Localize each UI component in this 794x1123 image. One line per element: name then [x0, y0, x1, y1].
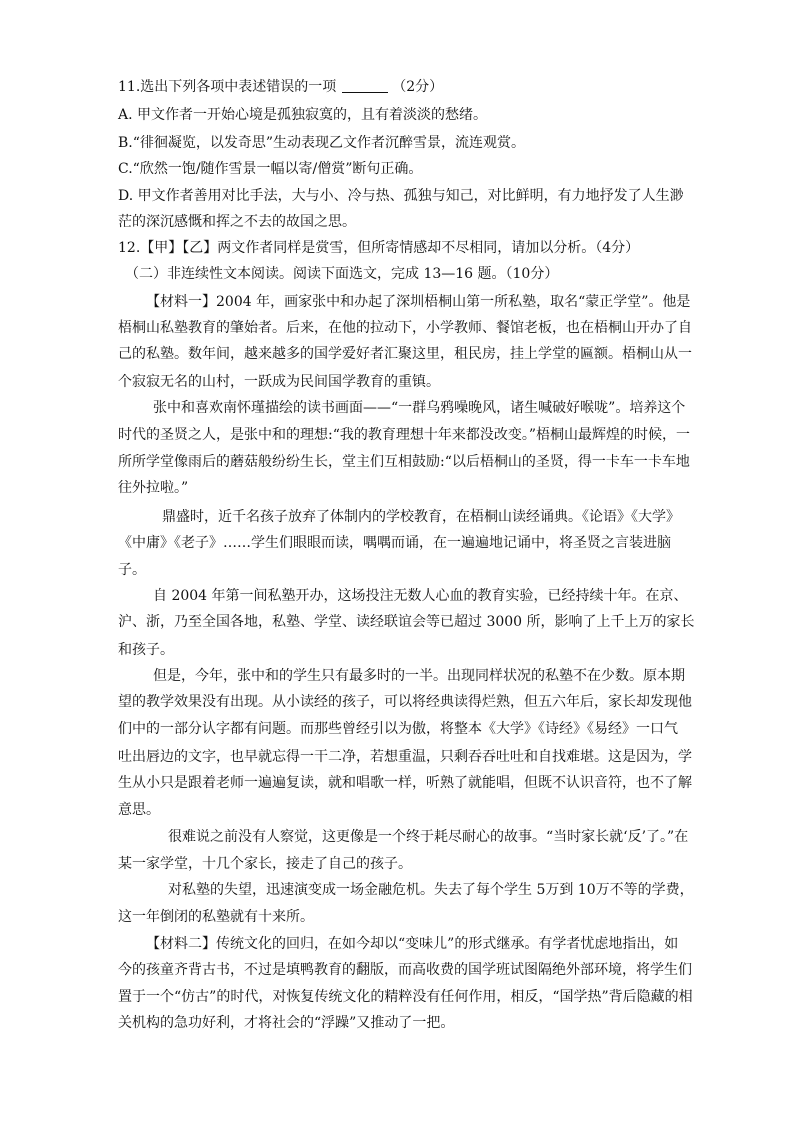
material-1-paragraph-7-line: 这一年倒闭的私塾就有十来所。 — [118, 909, 314, 925]
material-1-paragraph-6-line: 很难说之前没有人察觉，这更像是一个终于耗尽耐心的故事。“当时家长就‘反’了。”在 — [168, 829, 689, 845]
material-2-paragraph-line: 【材料二】传统文化的回归，在如今却以“变味儿”的形式继承。有学者忧虑地指出，如 — [146, 936, 679, 952]
material-1-paragraph-1-line: 个寂寂无名的山村，一跃成为民间国学教育的重镇。 — [118, 374, 440, 390]
material-1-paragraph-5-line: 但是，今年，张中和的学生只有最多时的一半。出现同样状况的私塾不在少数。原本期 — [153, 668, 685, 684]
material-1-paragraph-5-line: 生从小只是跟着老师一遍遍复读，就和唱歌一样，听熟了就能唱，但既不认识音符，也不了解 — [118, 775, 692, 791]
material-1-paragraph-3-line: 《中庸》《老子》……学生们眼眼而读，喁喁而诵，在一遍遍地记诵中，将圣贤之言装进脑 — [118, 535, 671, 551]
material-1-paragraph-2-line: 张中和喜欢南怀瑾描绘的读书画面——“一群乌鸦噪晚风，诸生喊破好喉咙”。培养这个 — [153, 400, 686, 416]
material-1-paragraph-2-line: 往外拉啦。” — [118, 480, 189, 496]
material-1-paragraph-1-line: 【材料一】2004 年，画家张中和办起了深圳梧桐山第一所私塾，取名“蒙正学堂”。他是 — [146, 294, 691, 310]
material-1-paragraph-2-line: 所所学堂像雨后的蘑菇般纷纷生长，堂主们互相鼓励:“以后梧桐山的圣贤，得一卡车一卡车地 — [118, 454, 690, 470]
answer-blank — [342, 78, 388, 93]
material-1-paragraph-2-line: 时代的圣贤之人，是张中和的理想:“我的教育理想十年来都没改变。”梧桐山最辉煌的时候，一 — [118, 427, 691, 443]
material-1-paragraph-5-line: 意思。 — [118, 802, 160, 818]
material-1-paragraph-4-line: 和孩子。 — [118, 642, 174, 658]
material-1-paragraph-5-line: 望的教学效果没有出现。从小读经的孩子，可以将经典读得烂熟，但五六年后，家长却发现他 — [118, 694, 692, 710]
option-d-line-1: D. 甲文作者善用对比手法，大与小、冷与热、孤独与知己，对比鲜明，有力地抒发了人生渺 — [118, 188, 684, 204]
question-11-text: 11.选出下列各项中表述错误的一项 — [118, 79, 337, 95]
material-2-paragraph-line: 置于一个“仿古”的时代，对恢复传统文化的精粹没有任何作用，相反，“国学热”背后隐藏的相 — [118, 989, 693, 1005]
material-1-paragraph-4-line: 沪、浙，乃至全国各地，私塾、学堂、读经联谊会等已超过 3000 所，影响了上千上万的家长 — [118, 614, 695, 630]
material-1-paragraph-1-line: 己的私塾。数年间，越来越多的国学爱好者汇聚这里，租民房，挂上学堂的匾额。梧桐山从一 — [118, 346, 692, 362]
material-1-paragraph-5-line: 吐出唇边的文字，也早就忘得一干二净，若想重温，只剩吞吞吐吐和自找难堪。这是因为，学 — [118, 749, 692, 765]
material-1-paragraph-1-line: 梧桐山私塾教育的肇始者。后来，在他的拉动下，小学教师、餐馆老板，也在梧桐山开办了自 — [118, 320, 692, 336]
material-2-paragraph-line: 关机构的急功好利，才将社会的“浮躁”又推动了一把。 — [118, 1015, 455, 1031]
material-2-paragraph-line: 今的孩童齐背古书，不过是填鸭教育的翻版，而高收费的国学班试图隔绝外部环境，将学生们 — [118, 962, 692, 978]
material-1-paragraph-5-line: 们中的一部分认字都有问题。而那些曾经引以为傲，将整本《大学》《诗经》《易经》一口气 — [118, 721, 678, 737]
material-1-paragraph-7-line: 对私塾的失望，迅速演变成一场金融危机。失去了每个学生 5万到 10万不等的学费， — [168, 882, 694, 898]
section-2-heading: （二）非连续性文本阅读。阅读下面选文，完成 13—16 题。（10分） — [125, 266, 559, 282]
option-b: B.“徘徊凝览，以发奇思”生动表现乙文作者沉醉雪景，流连观赏。 — [118, 135, 526, 151]
option-a: A. 甲文作者一开始心境是孤独寂寞的，且有着淡淡的愁绪。 — [118, 107, 488, 123]
question-12: 12.【甲】【乙】两文作者同样是赏雪，但所寄情感却不尽相同，请加以分析。（4分） — [118, 240, 640, 256]
question-11-stem — [118, 77, 698, 97]
question-11-points: （2分） — [392, 79, 444, 95]
material-1-paragraph-6-line: 某一家学堂，十几个家长，接走了自己的孩子。 — [118, 856, 412, 872]
material-1-paragraph-3-line: 鼎盛时，近千名孩子放弃了体制内的学校教育，在梧桐山读经诵典。《论语》《大学》 — [162, 509, 680, 525]
option-d-line-2: 茫的深沉感慨和挥之不去的故国之思。 — [118, 214, 356, 230]
material-1-paragraph-4-line: 自 2004 年第一间私塾开办，这场投注无数人心血的教育实验，已经持续十年。在京、 — [153, 588, 688, 604]
option-c: C.“欣然一饱/随作雪景一幅以寄/僧赏”断句正确。 — [118, 161, 423, 177]
material-1-paragraph-3-line: 子。 — [118, 562, 146, 578]
